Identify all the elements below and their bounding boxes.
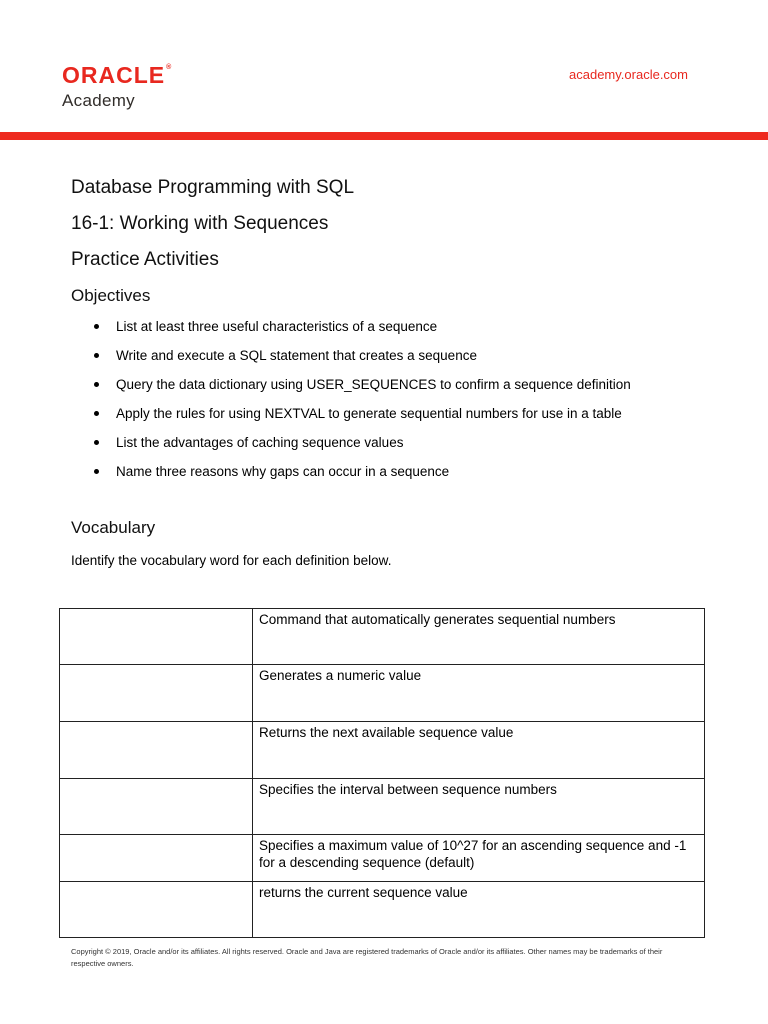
objective-item [94, 463, 714, 492]
copyright-footer: Copyright © 2019, Oracle and/or its affiliates. All rights reserved. Oracle and Java are registered trademarks of Oracle and/or its affiliates. Other names may be trademarks of their respective owners. [71, 947, 663, 968]
logo-subtitle: Academy [62, 91, 135, 110]
objective-text: Name three reasons why gaps can occur in a sequence [116, 464, 450, 479]
objectives-list [94, 318, 714, 492]
objective-text: List at least three useful characteristics of a sequence [116, 319, 438, 334]
bullet-icon [94, 469, 99, 474]
vocabulary-answer-cell[interactable] [60, 779, 253, 835]
vocabulary-answer-cell[interactable] [60, 609, 253, 665]
vocabulary-instruction: Identify the vocabulary word for each definition below. [71, 553, 392, 568]
table-row [60, 835, 705, 882]
table-row [60, 665, 705, 722]
section-title: Practice Activities [71, 249, 219, 270]
objective-text: Apply the rules for using NEXTVAL to generate sequential numbers for use in a table [116, 406, 622, 421]
definition-cell: returns the current sequence value [253, 882, 705, 938]
logo-trademark: ® [166, 64, 173, 71]
objective-item [94, 405, 714, 434]
objective-item [94, 376, 714, 405]
vocabulary-table [59, 608, 705, 938]
oracle-academy-logo [62, 62, 172, 111]
vocabulary-answer-cell[interactable] [60, 665, 253, 722]
logo-brand-text: ORACLE [62, 62, 166, 88]
bullet-icon [94, 411, 99, 416]
course-title: Database Programming with SQL [71, 177, 355, 198]
bullet-icon [94, 382, 99, 387]
vocabulary-answer-cell[interactable] [60, 722, 253, 779]
bullet-icon [94, 440, 99, 445]
bullet-icon [94, 324, 99, 329]
objective-item [94, 347, 714, 376]
table-row [60, 882, 705, 938]
definition-cell: Generates a numeric value [253, 665, 705, 722]
vocabulary-answer-cell[interactable] [60, 882, 253, 938]
vocabulary-heading: Vocabulary [71, 518, 156, 537]
lesson-title: 16-1: Working with Sequences [71, 213, 329, 234]
table-row [60, 722, 705, 779]
objective-text: Write and execute a SQL statement that creates a sequence [116, 348, 477, 363]
header-divider-bar [0, 132, 768, 140]
definition-cell: Command that automatically generates sequential numbers [253, 609, 705, 665]
objective-item [94, 318, 714, 347]
table-row [60, 779, 705, 835]
academy-site-link[interactable]: academy.oracle.com [569, 67, 688, 82]
vocabulary-answer-cell[interactable] [60, 835, 253, 882]
table-row [60, 609, 705, 665]
logo-brand [62, 62, 172, 88]
objective-text: Query the data dictionary using USER_SEQUENCES to confirm a sequence definition [116, 377, 631, 392]
objectives-heading: Objectives [71, 286, 151, 305]
definition-cell: Specifies a maximum value of 10^27 for an ascending sequence and -1 for a descending sequence (default) [253, 835, 705, 882]
objective-item [94, 434, 714, 463]
definition-cell: Specifies the interval between sequence numbers [253, 779, 705, 835]
bullet-icon [94, 353, 99, 358]
objective-text: List the advantages of caching sequence values [116, 435, 404, 450]
definition-cell: Returns the next available sequence value [253, 722, 705, 779]
